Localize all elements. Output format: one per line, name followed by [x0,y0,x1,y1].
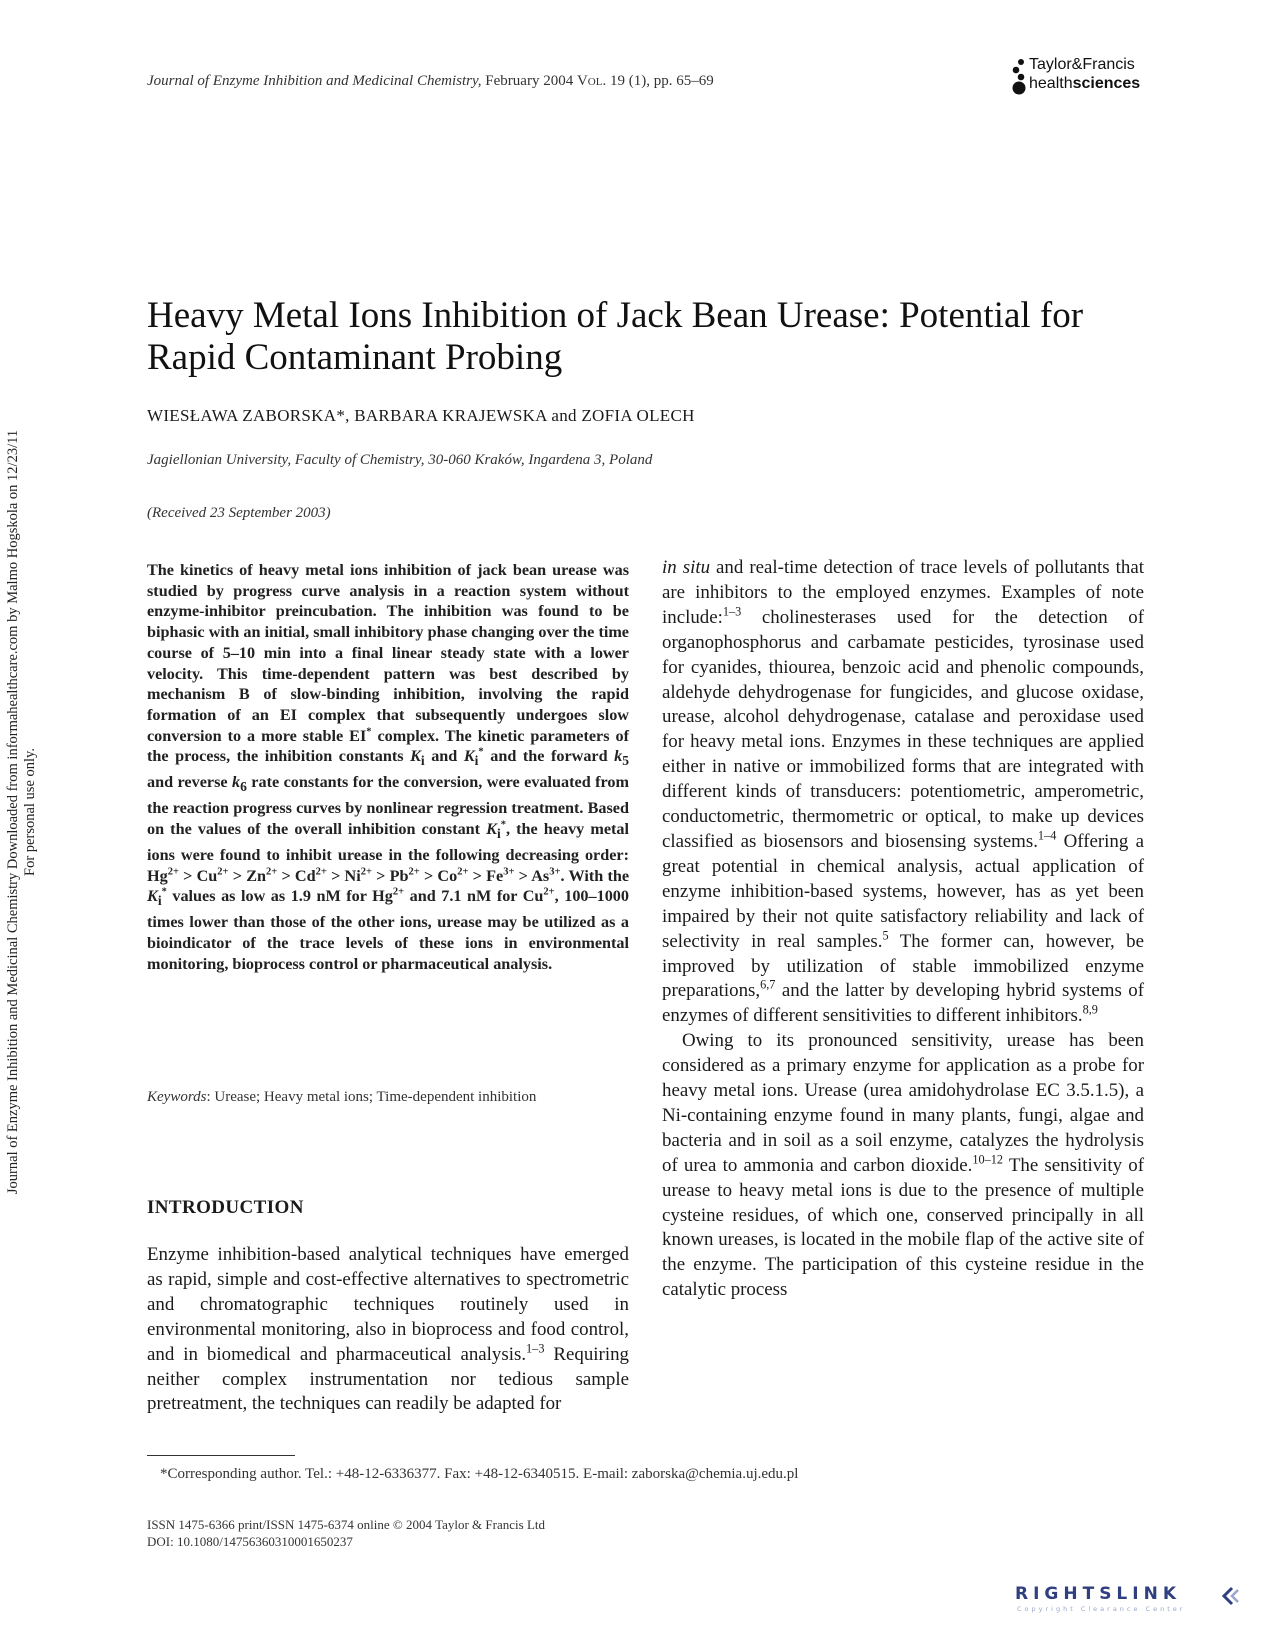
download-side-note [5,362,49,1262]
body-paragraph: Owing to its pronounced sensitivity, urease has been considered as a primary enzyme for application as a probe for heavy metal ions. Urease (urea amidohydrolase EC 3.5.1.5), a Ni-containing enzyme found in many plants, fungi, algae and bacteria and in soil as a soil enzyme, catalyzes the hydrolysis of urea to ammonia and carbon dioxide.$^{10-12}$ The sensitivity of urease to heavy metal ions is due to the presence of multiple cysteine residues, of which one, conserved principally in all known ureases, is located in the mobile flap of the active site of the enzyme. The participation of this cysteine residue in the catalytic process [662,1030,1144,1301]
publisher-imprint-b: sciences [1072,75,1141,92]
rightslink-subtitle: Copyright Clearance Center [1017,1605,1186,1613]
publisher-logo [1010,56,1180,98]
author-list: WIESŁAWA ZABORSKA*, BARBARA KRAJEWSKA and ZOFIA OLECH [147,406,695,425]
keywords [147,1089,536,1106]
publisher-imprint [1029,75,1140,93]
volume-label: Vol. [576,73,607,89]
keywords-label: Keywords [147,1089,207,1105]
issue-date: February 2004 [485,73,574,89]
corresponding-author-footnote: *Corresponding author. Tel.: +48-12-6336377. Fax: +48-12-6340515. E-mail: zaborska@chemia.uj.edu.pl [160,1466,799,1482]
footnote-divider [147,1455,295,1456]
publisher-name: Taylor&Francis [1029,56,1135,73]
doi-line: DOI: 10.1080/14756360310001650237 [147,1534,353,1549]
side-note-line-2: For personal use only. [22,748,38,876]
side-note-line-1: Journal of Enzyme Inhibition and Medicinal Chemistry Downloaded from informahealthcare.com by Malmo Hogskola on 12/23/11 [5,429,21,1195]
rightslink-label: RIGHTSLINK [1015,1584,1181,1604]
issue-info: 19 (1), pp. 65–69 [609,73,714,89]
right-column-text [662,556,1144,1303]
rightslink-arrow-icon [1220,1586,1242,1606]
rightslink-logo[interactable] [1015,1584,1245,1616]
journal-name: Journal of Enzyme Inhibition and Medicinal Chemistry, [147,73,482,89]
article-title: Heavy Metal Ions Inhibition of Jack Bean Urease: Potential for Rapid Contaminant Probing [147,295,1084,378]
abstract [147,560,629,974]
issn-block [147,1516,545,1550]
keywords-list: : Urease; Heavy metal ions; Time-dependent inhibition [206,1089,537,1105]
body-paragraph: in situ and real-time detection of trace levels of pollutants that are inhibitors to the employed enzymes. Examples of note include:$^{1-3}$ cholinesterases used for the detection of organophosphorus and carbamate pesticides, tyrosinase used for cyanides, thiourea, benzoic acid and phenolic compounds, aldehyde dehydrogenase for fungicides, and glucose oxidase, urease, alcohol dehydrogenase, catalase and peroxidase used for heavy metal ions. Enzymes in these techniques are applied either in native or immobilized forms that are integrated with different kinds of transducers: potentiometric, amperometric, conductometric, thermometric or optical, to make up devices classified as biosensors and biosensing systems.$^{1-4}$ Offering a great potential in chemical analysis, actual application of enzyme inhibition-based systems, however, has as yet been impaired by their not quite satisfactory reliability and lack of selectivity in real samples.$^5$ The former can, however, be improved by utilization of stable immobilized enzyme preparations,$^{6,7}$ and the latter by developing hybrid systems of enzymes of different sensitivities to different inhibitors.$^{8,9}$ [662,557,1144,1027]
journal-header [147,73,714,90]
body-paragraph: Enzyme inhibition-based analytical techniques have emerged as rapid, simple and cost-effective alternatives to spectrometric and chromatographic techniques routinely used in environmental monitoring, also in bioprocess and food control, and in biomedical and pharmaceutical analysis.$^{1-3}$ Requiring neither complex instrumentation nor tedious sample pretreatment, the techniques can readily be adapted for [147,1244,629,1415]
issn-line: ISSN 1475-6366 print/ISSN 1475-6374 online © 2004 Taylor & Francis Ltd [147,1517,545,1532]
abstract-paragraph: The kinetics of heavy metal ions inhibition of jack bean urease was studied by progress curve analysis in a reaction system without enzyme-inhibitor preincubation. The inhibition was found to be biphasic with an initial, small inhibitory phase changing over the time course of 5–10 min into a final linear steady state with a lower velocity. This time-dependent pattern was best described by mechanism B of slow-binding inhibition, involving the rapid formation of an EI complex that subsequently undergoes slow conversion to a more stable EI* complex. The kinetic parameters of the process, the inhibition constants $K_i$ and $K_i^*$ and the forward $k_5$ and reverse $k_6$ rate constants for the conversion, were evaluated from the reaction progress curves by nonlinear regression treatment. Based on the values of the overall inhibition constant $K_i^*$, the heavy metal ions were found to inhibit urease in the following decreasing order: $Hg^{2+} > Cu^{2+} > Zn^{2+} > Cd^{2+} > Ni^{2+} > Pb^{2+} > Co^{2+} > Fe^{3+} > As^{3+}$. With the $K_i^*$ values as low as 1.9 nM for $Hg^{2+}$ and 7.1 nM for $Cu^{2+}$, 100–1000 times lower than those of the other ions, urease may be utilized as a bioindicator of the trace levels of these ions in environmental monitoring, bioprocess control or pharmaceutical analysis. [147,561,630,973]
received-date: (Received 23 September 2003) [147,505,331,521]
publisher-dots-icon [1010,58,1030,96]
publisher-imprint-a: health [1029,75,1073,92]
section-heading-introduction: INTRODUCTION [147,1197,304,1218]
introduction-text [147,1243,629,1417]
affiliation: Jagiellonian University, Faculty of Chemistry, 30-060 Kraków, Ingardena 3, Poland [147,452,653,468]
